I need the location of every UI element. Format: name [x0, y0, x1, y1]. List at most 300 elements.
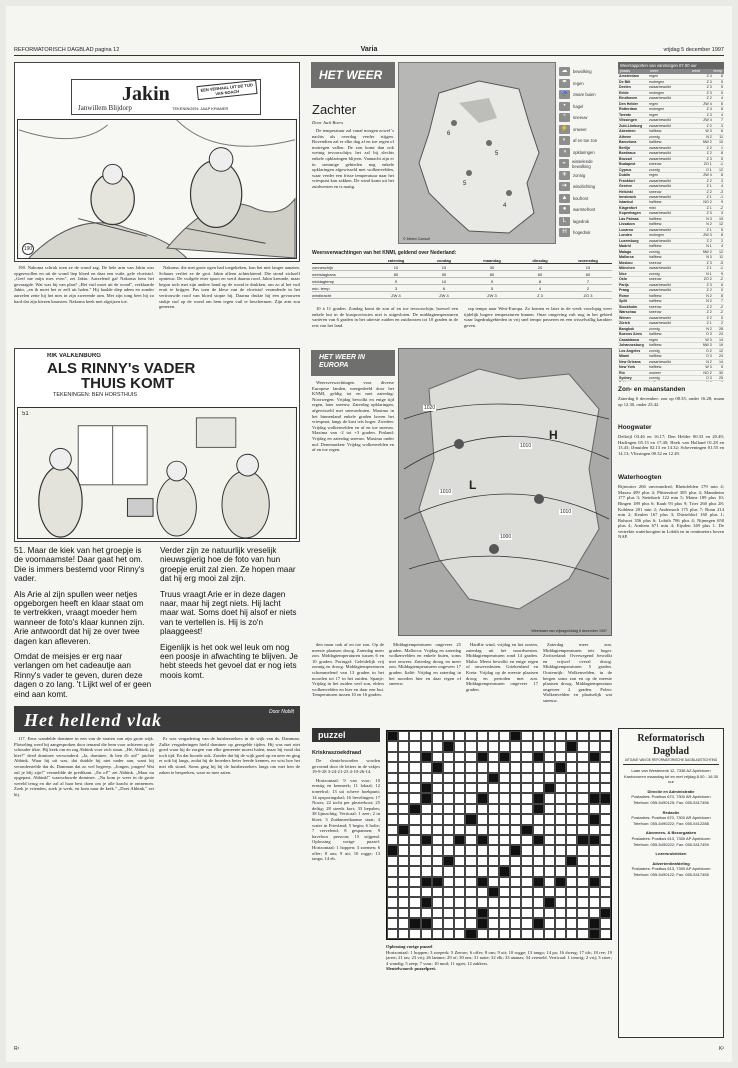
crossword-cell[interactable] — [566, 731, 577, 741]
crossword-cell[interactable] — [544, 814, 555, 824]
crossword-cell[interactable] — [589, 783, 600, 793]
crossword-cell[interactable] — [398, 877, 409, 887]
crossword-cell[interactable] — [499, 887, 510, 897]
crossword-cell[interactable] — [533, 845, 544, 855]
crossword-cell[interactable] — [544, 845, 555, 855]
crossword-cell[interactable] — [477, 741, 488, 751]
crossword-cell[interactable] — [577, 877, 588, 887]
crossword-cell[interactable] — [387, 866, 398, 876]
crossword-cell[interactable] — [398, 804, 409, 814]
crossword-cell[interactable] — [398, 866, 409, 876]
crossword-cell[interactable] — [533, 814, 544, 824]
crossword-cell[interactable] — [577, 856, 588, 866]
crossword-cell[interactable] — [589, 897, 600, 907]
crossword-cell[interactable] — [499, 762, 510, 772]
crossword-cell[interactable] — [465, 908, 476, 918]
crossword-cell[interactable] — [421, 845, 432, 855]
crossword-cell[interactable] — [521, 887, 532, 897]
crossword-cell[interactable] — [465, 752, 476, 762]
crossword-cell[interactable] — [398, 835, 409, 845]
crossword-cell[interactable] — [566, 783, 577, 793]
crossword-cell[interactable] — [432, 814, 443, 824]
crossword-cell[interactable] — [387, 741, 398, 751]
crossword-cell[interactable] — [409, 908, 420, 918]
crossword-cell[interactable] — [443, 887, 454, 897]
crossword-cell[interactable] — [510, 897, 521, 907]
crossword-cell[interactable] — [533, 773, 544, 783]
crossword-cell[interactable] — [409, 877, 420, 887]
crossword-cell[interactable] — [600, 918, 611, 928]
crossword-cell[interactable] — [499, 783, 510, 793]
crossword-cell[interactable] — [544, 762, 555, 772]
crossword-cells[interactable] — [386, 730, 612, 940]
crossword-cell[interactable] — [555, 929, 566, 939]
crossword-grid[interactable] — [386, 730, 612, 940]
crossword-cell[interactable] — [499, 835, 510, 845]
crossword-cell[interactable] — [555, 908, 566, 918]
crossword-cell[interactable] — [555, 804, 566, 814]
crossword-cell[interactable] — [521, 814, 532, 824]
crossword-cell[interactable] — [443, 793, 454, 803]
crossword-cell[interactable] — [600, 856, 611, 866]
crossword-cell[interactable] — [499, 825, 510, 835]
crossword-cell[interactable] — [544, 773, 555, 783]
crossword-cell[interactable] — [589, 825, 600, 835]
crossword-cell[interactable] — [443, 845, 454, 855]
crossword-cell[interactable] — [398, 741, 409, 751]
crossword-cell[interactable] — [465, 918, 476, 928]
crossword-cell[interactable] — [387, 825, 398, 835]
crossword-cell[interactable] — [477, 866, 488, 876]
crossword-cell[interactable] — [533, 825, 544, 835]
crossword-cell[interactable] — [566, 793, 577, 803]
crossword-cell[interactable] — [432, 825, 443, 835]
crossword-cell[interactable] — [443, 877, 454, 887]
crossword-cell[interactable] — [589, 887, 600, 897]
crossword-cell[interactable] — [398, 762, 409, 772]
crossword-cell[interactable] — [499, 918, 510, 928]
crossword-cell[interactable] — [465, 845, 476, 855]
crossword-cell[interactable] — [443, 897, 454, 907]
crossword-cell[interactable] — [454, 731, 465, 741]
crossword-cell[interactable] — [555, 773, 566, 783]
crossword-cell[interactable] — [555, 814, 566, 824]
crossword-cell[interactable] — [555, 856, 566, 866]
crossword-cell[interactable] — [589, 866, 600, 876]
crossword-cell[interactable] — [600, 814, 611, 824]
crossword-cell[interactable] — [521, 783, 532, 793]
crossword-cell[interactable] — [454, 845, 465, 855]
crossword-cell[interactable] — [398, 731, 409, 741]
crossword-cell[interactable] — [533, 762, 544, 772]
crossword-cell[interactable] — [443, 731, 454, 741]
crossword-cell[interactable] — [409, 929, 420, 939]
crossword-cell[interactable] — [398, 793, 409, 803]
crossword-cell[interactable] — [443, 762, 454, 772]
crossword-cell[interactable] — [521, 897, 532, 907]
crossword-cell[interactable] — [510, 929, 521, 939]
crossword-cell[interactable] — [387, 793, 398, 803]
crossword-cell[interactable] — [510, 783, 521, 793]
crossword-cell[interactable] — [510, 908, 521, 918]
crossword-cell[interactable] — [555, 835, 566, 845]
crossword-cell[interactable] — [566, 866, 577, 876]
crossword-cell[interactable] — [488, 752, 499, 762]
crossword-cell[interactable] — [577, 908, 588, 918]
crossword-cell[interactable] — [409, 856, 420, 866]
crossword-cell[interactable] — [432, 835, 443, 845]
crossword-cell[interactable] — [387, 835, 398, 845]
crossword-cell[interactable] — [398, 783, 409, 793]
crossword-cell[interactable] — [465, 877, 476, 887]
crossword-cell[interactable] — [555, 783, 566, 793]
crossword-cell[interactable] — [465, 897, 476, 907]
crossword-cell[interactable] — [577, 773, 588, 783]
crossword-cell[interactable] — [544, 887, 555, 897]
crossword-cell[interactable] — [566, 897, 577, 907]
crossword-cell[interactable] — [443, 804, 454, 814]
crossword-cell[interactable] — [589, 762, 600, 772]
crossword-cell[interactable] — [421, 804, 432, 814]
crossword-cell[interactable] — [600, 929, 611, 939]
crossword-cell[interactable] — [443, 866, 454, 876]
crossword-cell[interactable] — [488, 793, 499, 803]
crossword-cell[interactable] — [577, 752, 588, 762]
crossword-cell[interactable] — [499, 856, 510, 866]
crossword-cell[interactable] — [555, 731, 566, 741]
crossword-cell[interactable] — [432, 887, 443, 897]
crossword-cell[interactable] — [409, 773, 420, 783]
crossword-cell[interactable] — [387, 897, 398, 907]
crossword-cell[interactable] — [387, 814, 398, 824]
crossword-cell[interactable] — [488, 731, 499, 741]
crossword-cell[interactable] — [499, 845, 510, 855]
crossword-cell[interactable] — [577, 793, 588, 803]
crossword-cell[interactable] — [521, 929, 532, 939]
crossword-cell[interactable] — [589, 845, 600, 855]
crossword-cell[interactable] — [521, 773, 532, 783]
crossword-cell[interactable] — [387, 773, 398, 783]
crossword-cell[interactable] — [566, 887, 577, 897]
crossword-cell[interactable] — [499, 814, 510, 824]
crossword-cell[interactable] — [544, 856, 555, 866]
crossword-cell[interactable] — [465, 804, 476, 814]
crossword-cell[interactable] — [577, 814, 588, 824]
crossword-cell[interactable] — [421, 773, 432, 783]
crossword-cell[interactable] — [409, 731, 420, 741]
crossword-cell[interactable] — [600, 825, 611, 835]
crossword-cell[interactable] — [521, 866, 532, 876]
crossword-cell[interactable] — [432, 773, 443, 783]
crossword-cell[interactable] — [477, 825, 488, 835]
crossword-cell[interactable] — [488, 918, 499, 928]
crossword-cell[interactable] — [577, 731, 588, 741]
crossword-cell[interactable] — [454, 825, 465, 835]
crossword-cell[interactable] — [521, 835, 532, 845]
crossword-cell[interactable] — [488, 762, 499, 772]
crossword-cell[interactable] — [488, 929, 499, 939]
crossword-cell[interactable] — [510, 866, 521, 876]
crossword-cell[interactable] — [555, 741, 566, 751]
crossword-cell[interactable] — [510, 762, 521, 772]
crossword-cell[interactable] — [600, 887, 611, 897]
crossword-cell[interactable] — [477, 887, 488, 897]
crossword-cell[interactable] — [443, 929, 454, 939]
crossword-cell[interactable] — [544, 866, 555, 876]
crossword-cell[interactable] — [421, 887, 432, 897]
crossword-cell[interactable] — [566, 908, 577, 918]
crossword-cell[interactable] — [533, 856, 544, 866]
crossword-cell[interactable] — [454, 741, 465, 751]
crossword-cell[interactable] — [577, 804, 588, 814]
crossword-cell[interactable] — [398, 897, 409, 907]
crossword-cell[interactable] — [432, 783, 443, 793]
crossword-cell[interactable] — [387, 887, 398, 897]
crossword-cell[interactable] — [555, 897, 566, 907]
crossword-cell[interactable] — [544, 731, 555, 741]
crossword-cell[interactable] — [488, 814, 499, 824]
crossword-cell[interactable] — [499, 773, 510, 783]
crossword-cell[interactable] — [443, 908, 454, 918]
crossword-cell[interactable] — [533, 866, 544, 876]
crossword-cell[interactable] — [544, 793, 555, 803]
crossword-cell[interactable] — [454, 814, 465, 824]
crossword-cell[interactable] — [387, 908, 398, 918]
crossword-cell[interactable] — [544, 825, 555, 835]
crossword-cell[interactable] — [499, 804, 510, 814]
crossword-cell[interactable] — [600, 804, 611, 814]
crossword-cell[interactable] — [488, 866, 499, 876]
crossword-cell[interactable] — [566, 835, 577, 845]
crossword-cell[interactable] — [589, 731, 600, 741]
crossword-cell[interactable] — [409, 793, 420, 803]
crossword-cell[interactable] — [421, 908, 432, 918]
crossword-cell[interactable] — [387, 929, 398, 939]
crossword-cell[interactable] — [465, 887, 476, 897]
crossword-cell[interactable] — [398, 845, 409, 855]
crossword-cell[interactable] — [544, 877, 555, 887]
crossword-cell[interactable] — [566, 814, 577, 824]
crossword-cell[interactable] — [454, 762, 465, 772]
crossword-cell[interactable] — [488, 783, 499, 793]
crossword-cell[interactable] — [600, 762, 611, 772]
crossword-cell[interactable] — [555, 793, 566, 803]
crossword-cell[interactable] — [387, 783, 398, 793]
crossword-cell[interactable] — [454, 773, 465, 783]
crossword-cell[interactable] — [499, 793, 510, 803]
crossword-cell[interactable] — [432, 897, 443, 907]
crossword-cell[interactable] — [432, 752, 443, 762]
crossword-cell[interactable] — [398, 918, 409, 928]
crossword-cell[interactable] — [533, 731, 544, 741]
crossword-cell[interactable] — [432, 804, 443, 814]
crossword-cell[interactable] — [566, 918, 577, 928]
crossword-cell[interactable] — [432, 866, 443, 876]
crossword-cell[interactable] — [555, 866, 566, 876]
crossword-cell[interactable] — [465, 783, 476, 793]
crossword-cell[interactable] — [544, 835, 555, 845]
crossword-cell[interactable] — [600, 731, 611, 741]
crossword-cell[interactable] — [409, 741, 420, 751]
crossword-cell[interactable] — [454, 929, 465, 939]
crossword-cell[interactable] — [577, 825, 588, 835]
crossword-cell[interactable] — [521, 741, 532, 751]
crossword-cell[interactable] — [477, 845, 488, 855]
crossword-cell[interactable] — [432, 741, 443, 751]
crossword-cell[interactable] — [409, 752, 420, 762]
crossword-cell[interactable] — [421, 929, 432, 939]
crossword-cell[interactable] — [600, 897, 611, 907]
crossword-cell[interactable] — [499, 877, 510, 887]
crossword-cell[interactable] — [566, 762, 577, 772]
crossword-cell[interactable] — [409, 825, 420, 835]
crossword-cell[interactable] — [387, 804, 398, 814]
crossword-cell[interactable] — [454, 856, 465, 866]
crossword-cell[interactable] — [443, 918, 454, 928]
crossword-cell[interactable] — [432, 793, 443, 803]
crossword-cell[interactable] — [477, 804, 488, 814]
crossword-cell[interactable] — [465, 773, 476, 783]
crossword-cell[interactable] — [409, 866, 420, 876]
crossword-cell[interactable] — [566, 773, 577, 783]
crossword-cell[interactable] — [488, 856, 499, 866]
crossword-cell[interactable] — [398, 908, 409, 918]
crossword-cell[interactable] — [465, 741, 476, 751]
crossword-cell[interactable] — [421, 856, 432, 866]
crossword-cell[interactable] — [421, 825, 432, 835]
crossword-cell[interactable] — [577, 887, 588, 897]
crossword-cell[interactable] — [544, 908, 555, 918]
crossword-cell[interactable] — [510, 856, 521, 866]
crossword-cell[interactable] — [510, 918, 521, 928]
crossword-cell[interactable] — [454, 866, 465, 876]
crossword-cell[interactable] — [577, 929, 588, 939]
crossword-cell[interactable] — [566, 929, 577, 939]
crossword-cell[interactable] — [577, 918, 588, 928]
crossword-cell[interactable] — [589, 804, 600, 814]
crossword-cell[interactable] — [465, 731, 476, 741]
crossword-cell[interactable] — [443, 814, 454, 824]
crossword-cell[interactable] — [477, 897, 488, 907]
crossword-cell[interactable] — [477, 762, 488, 772]
crossword-cell[interactable] — [555, 918, 566, 928]
crossword-cell[interactable] — [589, 856, 600, 866]
crossword-cell[interactable] — [544, 752, 555, 762]
crossword-cell[interactable] — [432, 929, 443, 939]
crossword-cell[interactable] — [454, 887, 465, 897]
crossword-cell[interactable] — [544, 929, 555, 939]
crossword-cell[interactable] — [465, 866, 476, 876]
crossword-cell[interactable] — [544, 804, 555, 814]
crossword-cell[interactable] — [409, 835, 420, 845]
crossword-cell[interactable] — [398, 752, 409, 762]
crossword-cell[interactable] — [510, 773, 521, 783]
crossword-cell[interactable] — [477, 731, 488, 741]
crossword-cell[interactable] — [421, 762, 432, 772]
crossword-cell[interactable] — [555, 887, 566, 897]
crossword-cell[interactable] — [443, 783, 454, 793]
crossword-cell[interactable] — [544, 918, 555, 928]
crossword-cell[interactable] — [421, 814, 432, 824]
crossword-cell[interactable] — [477, 783, 488, 793]
crossword-cell[interactable] — [499, 908, 510, 918]
crossword-cell[interactable] — [533, 929, 544, 939]
crossword-cell[interactable] — [465, 793, 476, 803]
crossword-cell[interactable] — [409, 762, 420, 772]
crossword-cell[interactable] — [465, 835, 476, 845]
crossword-cell[interactable] — [589, 773, 600, 783]
crossword-cell[interactable] — [600, 877, 611, 887]
crossword-cell[interactable] — [488, 741, 499, 751]
crossword-cell[interactable] — [521, 731, 532, 741]
crossword-cell[interactable] — [533, 887, 544, 897]
crossword-cell[interactable] — [521, 845, 532, 855]
crossword-cell[interactable] — [510, 835, 521, 845]
crossword-cell[interactable] — [421, 866, 432, 876]
crossword-cell[interactable] — [398, 856, 409, 866]
crossword-cell[interactable] — [454, 752, 465, 762]
crossword-cell[interactable] — [510, 793, 521, 803]
crossword-cell[interactable] — [600, 783, 611, 793]
crossword-cell[interactable] — [600, 866, 611, 876]
crossword-cell[interactable] — [488, 845, 499, 855]
crossword-cell[interactable] — [443, 835, 454, 845]
crossword-cell[interactable] — [488, 877, 499, 887]
crossword-cell[interactable] — [398, 814, 409, 824]
crossword-cell[interactable] — [566, 845, 577, 855]
crossword-cell[interactable] — [488, 835, 499, 845]
crossword-cell[interactable] — [555, 752, 566, 762]
crossword-cell[interactable] — [521, 804, 532, 814]
crossword-cell[interactable] — [566, 752, 577, 762]
crossword-cell[interactable] — [499, 929, 510, 939]
crossword-cell[interactable] — [600, 835, 611, 845]
crossword-cell[interactable] — [600, 752, 611, 762]
crossword-cell[interactable] — [488, 825, 499, 835]
crossword-cell[interactable] — [600, 845, 611, 855]
crossword-cell[interactable] — [533, 783, 544, 793]
crossword-cell[interactable] — [577, 866, 588, 876]
crossword-cell[interactable] — [443, 773, 454, 783]
crossword-cell[interactable] — [409, 783, 420, 793]
crossword-cell[interactable] — [510, 752, 521, 762]
crossword-cell[interactable] — [521, 793, 532, 803]
crossword-cell[interactable] — [409, 887, 420, 897]
crossword-cell[interactable] — [521, 908, 532, 918]
crossword-cell[interactable] — [600, 773, 611, 783]
crossword-cell[interactable] — [577, 783, 588, 793]
crossword-cell[interactable] — [409, 897, 420, 907]
crossword-cell[interactable] — [421, 741, 432, 751]
crossword-cell[interactable] — [454, 908, 465, 918]
crossword-cell[interactable] — [398, 929, 409, 939]
crossword-cell[interactable] — [510, 877, 521, 887]
crossword-cell[interactable] — [510, 804, 521, 814]
crossword-cell[interactable] — [521, 762, 532, 772]
crossword-cell[interactable] — [510, 825, 521, 835]
crossword-cell[interactable] — [454, 783, 465, 793]
crossword-cell[interactable] — [432, 918, 443, 928]
crossword-cell[interactable] — [387, 762, 398, 772]
crossword-cell[interactable] — [499, 741, 510, 751]
crossword-cell[interactable] — [577, 762, 588, 772]
crossword-cell[interactable] — [600, 741, 611, 751]
crossword-cell[interactable] — [533, 897, 544, 907]
crossword-cell[interactable] — [510, 887, 521, 897]
crossword-cell[interactable] — [577, 741, 588, 751]
crossword-cell[interactable] — [488, 804, 499, 814]
crossword-cell[interactable] — [465, 856, 476, 866]
